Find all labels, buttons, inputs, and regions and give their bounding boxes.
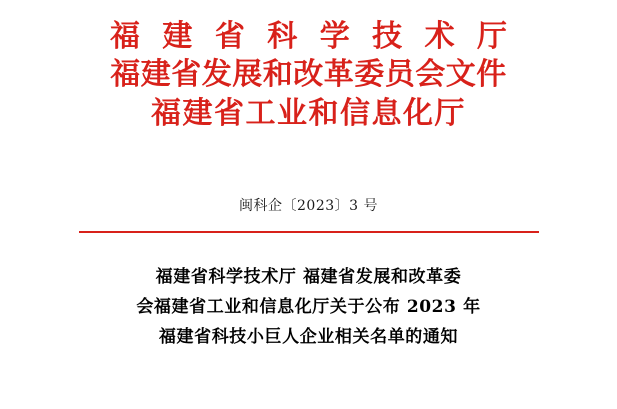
red-divider-rule [79,231,539,233]
masthead-line-3: 福建省工业和信息化厅 [151,95,466,131]
document-masthead [0,0,617,133]
masthead-line-1: 福 建 省 科 学 技 术 厅 [109,19,514,54]
title-line-2: 会福建省工业和信息化厅关于公布 2023 年 [136,296,481,317]
title-line-3: 福建省科技小巨人企业相关名单的通知 [158,326,459,347]
title-line-1: 福建省科学技术厅 福建省发展和改革委 [155,267,462,288]
document-title [0,263,617,352]
document-number: 闽科企〔2023〕3 号 [239,198,378,215]
masthead-line-2: 福建省发展和改革委员会文件 [110,57,507,93]
